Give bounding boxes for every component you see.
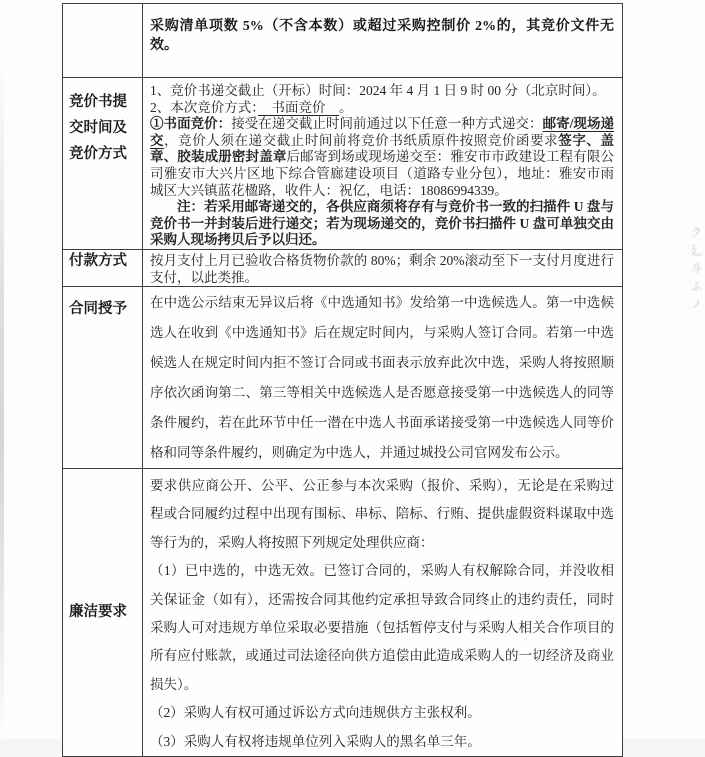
row-content-bid-invalid-note: 采购清单项数 5%（不含本数）或超过采购控制价 2%的，其竞价文件无效。	[150, 19, 614, 53]
row-label-integrity-requirements: 廉洁要求	[63, 469, 143, 756]
table-row-submission-time-method	[63, 78, 622, 250]
table-row-payment-method	[63, 250, 622, 287]
row-content-payment-method: 按月支付上月已验收合格货物价款的 80%；剩余 20%滚动至下一支付月度进行支付，以此类推。	[150, 252, 614, 285]
row-label-submission-time-method: 竞价书提交时间及竞价方式	[63, 78, 143, 249]
row-label-contract-award: 合同授予	[63, 287, 143, 468]
faint-stamp-marks: ク廴斗ふノ	[689, 226, 703, 316]
table-row-bid-invalid-note	[63, 4, 622, 78]
row-content-submission-time-method: 1、竞价书递交截止（开标）时间：2024 年 4 月 1 日 9 时 00 分（北京时间）。 2、本次竞价方式： 书面竞价 。 ①书面竞价：接受在递交截止时间前通过以下任意一种方式递交：邮寄/现场递交，竞价人须在递交截止时间前将竞价书纸质原件按照竞价函要求签字、盖章、胶装成册密封盖章后邮寄到场或现场递交至：雅安市市政建设工程有限公司雅安市大兴片区地下综合管廊建设项目（道路专业分包），地址：雅安市雨城区大兴镇蓝花楹路，收件人：祝亿，电话：18086994339。 注：若采用邮寄递交的，各供应商须将存有与竞价书一致的扫描件 U 盘与竞价书一并封装后进行递交；若为现场递交的，竞价书扫描件 U 盘可单独交由采购人现场拷贝后予以归还。	[150, 83, 614, 248]
row-label-payment-method: 付款方式	[63, 250, 143, 286]
scan-edge-shadow	[0, 0, 4, 739]
row-content-contract-award: 在中选公示结束无异议后将《中选通知书》发给第一中选候选人。第一中选候选人在收到《中选通知书》后在规定时间内，与采购人签订合同。若第一中选候选人在规定时间内拒不签订合同或书面表示放弃此次中选，采购人将按照顺序依次函询第二、第三等相关中选候选人是否愿意接受第一中选候选人的同等条件履约，若在此环节中任一潜在中选人书面承诺接受第一中选候选人同等价格和同等条件履约，则确定为中选人，并通过城投公司官网发布公示。	[150, 294, 614, 460]
row-content-integrity-requirements: 要求供应商公开、公平、公正参与本次采购（报价、采购），无论是在采购过程或合同履约过程中出现有围标、串标、陪标、行贿、提供虚假资料谋取中选等行为的，采购人将按照下列规定处理供应商： （1）已中选的，中选无效。已签订合同的，采购人有权解除合同，并没收相关保证金（如有），还需按合同其他约定承担导致合同终止的违约责任，同时采购人可对违规方单位采取必要措施（包括暂停支付与采购人相关合作项目的所有应付账款，或通过司法途径向供方追偿由此造成采购人的一切经济及商业损失）。 （2）采购人有权可通过诉讼方式向违规供方主张权利。 （3）采购人有权将违规单位列入采购人的黑名单三年。	[150, 477, 614, 749]
row-label-empty	[63, 4, 143, 77]
table-row-integrity-requirements	[63, 469, 622, 756]
procurement-terms-table	[62, 3, 623, 757]
table-row-contract-award	[63, 287, 622, 469]
